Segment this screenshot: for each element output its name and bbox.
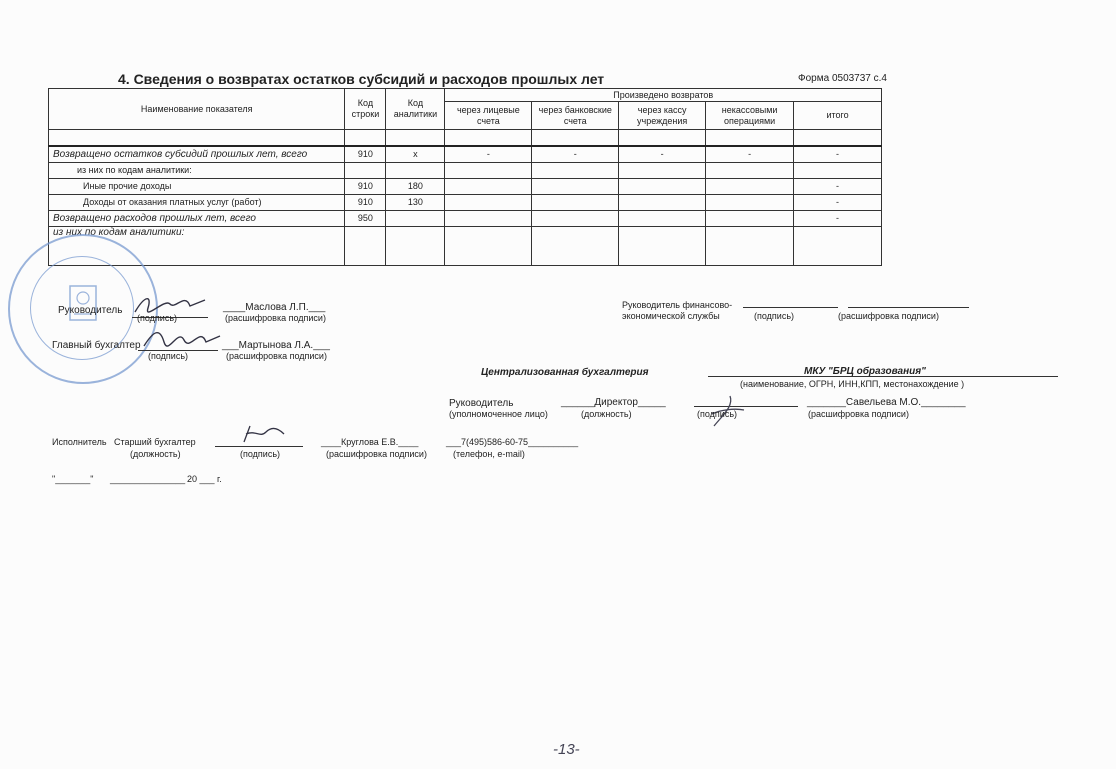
col-number <box>49 130 345 147</box>
date-month: _______________ <box>110 474 186 484</box>
page-number: -13- <box>553 741 580 758</box>
glavbuh-name: ___Мартынова Л.А.___ <box>222 340 330 351</box>
row-analit: х <box>386 146 445 163</box>
header-group: Произведено возвратов <box>445 89 882 102</box>
row-v4 <box>445 195 532 211</box>
col-number <box>706 130 794 147</box>
col-number <box>794 130 882 147</box>
upolnomoch-sign-label: (подпись) <box>697 409 738 419</box>
date-day: "_______" <box>52 474 94 484</box>
row-v4 <box>445 211 532 227</box>
table-row <box>49 179 882 195</box>
row-v4: - <box>445 146 532 163</box>
ispolnitel-position: Старший бухгалтер <box>114 437 196 447</box>
table-row <box>49 211 882 227</box>
row-kod <box>345 227 386 266</box>
header-col-7: некассовыми операциями <box>706 102 794 130</box>
ispolnitel-phone-label: (телефон, e-mail) <box>453 449 525 459</box>
row-name: Иные прочие доходы <box>49 179 345 195</box>
row-v5 <box>532 195 619 211</box>
header-col-5: через банковские счета <box>532 102 619 130</box>
row-v4 <box>445 179 532 195</box>
ispolnitel-sign-label: (подпись) <box>240 449 281 459</box>
rukovoditel-signature-icon <box>130 290 210 320</box>
row-v5 <box>532 179 619 195</box>
row-analit: 130 <box>386 195 445 211</box>
header-row <box>49 89 882 102</box>
page-title: 4. Сведения о возвратах остатков субсидий и расходов прошлых лет <box>118 71 605 87</box>
row-v7: - <box>706 146 794 163</box>
header-kod-stroki: Код строки <box>345 89 386 130</box>
ispolnitel-name-label: (расшифровка подписи) <box>326 449 427 459</box>
header-col-8: итого <box>794 102 882 130</box>
upolnomoch-role: Руководитель <box>449 398 514 409</box>
row-analit <box>386 163 445 179</box>
row-name: Возвращено остатков субсидий прошлых лет, всего <box>49 146 345 163</box>
row-v5 <box>532 163 619 179</box>
rukovoditel-name: ____Маслова Л.П.___ <box>223 302 326 313</box>
glavbuh-name-label: (расшифровка подписи) <box>226 351 327 361</box>
form-number: Форма 0503737 с.4 <box>798 73 887 84</box>
header-name: Наименование показателя <box>49 89 345 130</box>
upolnomoch-name-label: (расшифровка подписи) <box>808 409 909 419</box>
row-name: Доходы от оказания платных услуг (работ) <box>49 195 345 211</box>
row-v6 <box>619 227 706 266</box>
signature-line <box>743 307 838 308</box>
header-col-4: через лицевые счета <box>445 102 532 130</box>
ispolnitel-name: ____Круглова Е.В.____ <box>321 437 419 447</box>
row-analit: 180 <box>386 179 445 195</box>
upolnomoch-position-label: (должность) <box>581 409 632 419</box>
row-v7 <box>706 163 794 179</box>
col-number <box>386 130 445 147</box>
signature-line <box>848 307 969 308</box>
row-kod: 910 <box>345 179 386 195</box>
row-v6 <box>619 179 706 195</box>
row-v4 <box>445 227 532 266</box>
ispolnitel-role: Исполнитель <box>52 437 107 447</box>
centralized-org-label: (наименование, ОГРН, ИНН,КПП, местонахождение ) <box>740 379 965 389</box>
row-kod: 910 <box>345 195 386 211</box>
col-number <box>532 130 619 147</box>
glavbuh-sign-label: (подпись) <box>148 351 189 361</box>
returns-table <box>48 88 882 266</box>
rukovoditel-sign-label: (подпись) <box>137 313 178 323</box>
row-v7 <box>706 227 794 266</box>
ispolnitel-position-label: (должность) <box>130 449 181 459</box>
upolnomoch-role-label: (уполномоченное лицо) <box>449 409 548 419</box>
finrukovoditel-label-2: экономической службы <box>622 311 720 321</box>
col-number <box>619 130 706 147</box>
table-row <box>49 146 882 163</box>
upolnomoch-name: _______Савельева М.О.________ <box>807 397 966 408</box>
row-name: из них по кодам аналитики: <box>49 163 345 179</box>
row-v5 <box>532 227 619 266</box>
row-v8: - <box>794 179 882 195</box>
row-v4 <box>445 163 532 179</box>
table-row <box>49 227 882 266</box>
row-v6 <box>619 163 706 179</box>
header-kod-analitiki: Код аналитики <box>386 89 445 130</box>
col-number <box>445 130 532 147</box>
row-v6: - <box>619 146 706 163</box>
ispolnitel-phone: ___7(495)586-60-75__________ <box>446 437 579 447</box>
row-v7 <box>706 195 794 211</box>
centralized-label: Централизованная бухгалтерия <box>481 367 649 378</box>
col-numbers-row <box>49 130 882 147</box>
row-v6 <box>619 195 706 211</box>
date-year: 20 ___ г. <box>187 474 222 484</box>
row-v8: - <box>794 195 882 211</box>
glavbuh-label: Главный бухгалтер <box>52 340 141 351</box>
row-name: Возвращено расходов прошлых лет, всего <box>49 211 345 227</box>
row-v8: - <box>794 146 882 163</box>
row-v7 <box>706 211 794 227</box>
finrukovoditel-sign-label: (подпись) <box>754 311 795 321</box>
row-name: из них по кодам аналитики: <box>49 227 345 266</box>
row-analit <box>386 227 445 266</box>
row-v5: - <box>532 146 619 163</box>
row-analit <box>386 211 445 227</box>
table-row <box>49 195 882 211</box>
rukovoditel-name-label: (расшифровка подписи) <box>225 313 326 323</box>
upolnomoch-position: ______Директор_____ <box>561 397 666 408</box>
row-kod <box>345 163 386 179</box>
finrukovoditel-label-1: Руководитель финансово- <box>622 300 733 310</box>
rukovoditel-label: Руководитель <box>58 305 123 316</box>
centralized-org: МКУ "БРЦ образования" <box>804 366 926 377</box>
row-v8 <box>794 163 882 179</box>
row-v6 <box>619 211 706 227</box>
ispolnitel-signature-icon <box>238 420 288 448</box>
row-v8: - <box>794 211 882 227</box>
row-kod: 910 <box>345 146 386 163</box>
row-v7 <box>706 179 794 195</box>
finrukovoditel-name-label: (расшифровка подписи) <box>838 311 939 321</box>
glavbuh-signature-icon <box>140 322 222 354</box>
row-v8 <box>794 227 882 266</box>
header-col-6: через кассу учреждения <box>619 102 706 130</box>
row-kod: 950 <box>345 211 386 227</box>
col-number <box>345 130 386 147</box>
table-row <box>49 163 882 179</box>
row-v5 <box>532 211 619 227</box>
